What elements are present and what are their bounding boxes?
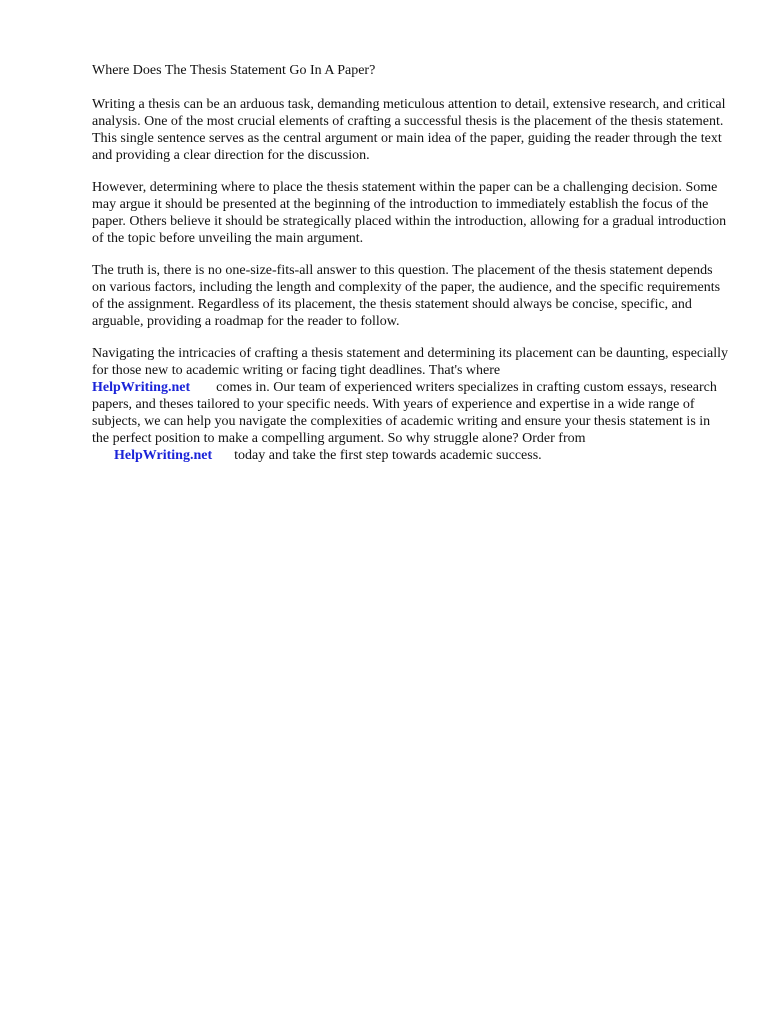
paragraph-truth: The truth is, there is no one-size-fits-all answer to this question. The placement of the thesis statement depends on various factors, including the length and complexity of the paper, the audience, and the specific requirements of the assignment. Regardless of its placement, the thesis statement should always be concise, specific, and arguable, providing a roadmap for the reader to follow.: [92, 263, 721, 329]
document-page: [92, 62, 728, 479]
paragraph-intro: Writing a thesis can be an arduous task, demanding meticulous attention to detail, extensive research, and critical analysis. One of the most crucial elements of crafting a successful thesis is the placement of the thesis statement. This single sentence serves as the central argument or main idea of the paper, guiding the reader through the text and providing a clear direction for the discussion.: [92, 97, 726, 163]
paragraph-placement: However, determining where to place the thesis statement within the paper can be a challenging decision. Some may argue it should be presented at the beginning of the introduction to immediately establish the focus of the paper. Others believe it should be strategically placed within the introduction, allowing for a gradual introduction of the topic before unveiling the main argument.: [92, 180, 727, 246]
promo-text-middle: comes in. Our team of experienced writers specializes in crafting custom essays, research papers, and theses tailored to your specific needs. With years of experience and expertise in a wide range of subjects, we can help you navigate the complexities of academic writing and ensure your thesis statement is in the perfect position to make a compelling argument. So why struggle alone? Order from: [92, 380, 717, 446]
document-title: Where Does The Thesis Statement Go In A Paper?: [92, 63, 376, 78]
helpwriting-link-1[interactable]: HelpWriting.net: [92, 380, 191, 395]
promo-text-end: today and take the first step towards academic success.: [234, 448, 542, 463]
helpwriting-link-2[interactable]: HelpWriting.net: [114, 448, 213, 463]
paragraph-promo: [92, 345, 728, 464]
promo-text-start: Navigating the intricacies of crafting a thesis statement and determining its placement can be daunting, especially for those new to academic writing or facing tight deadlines. That's where: [92, 346, 729, 378]
